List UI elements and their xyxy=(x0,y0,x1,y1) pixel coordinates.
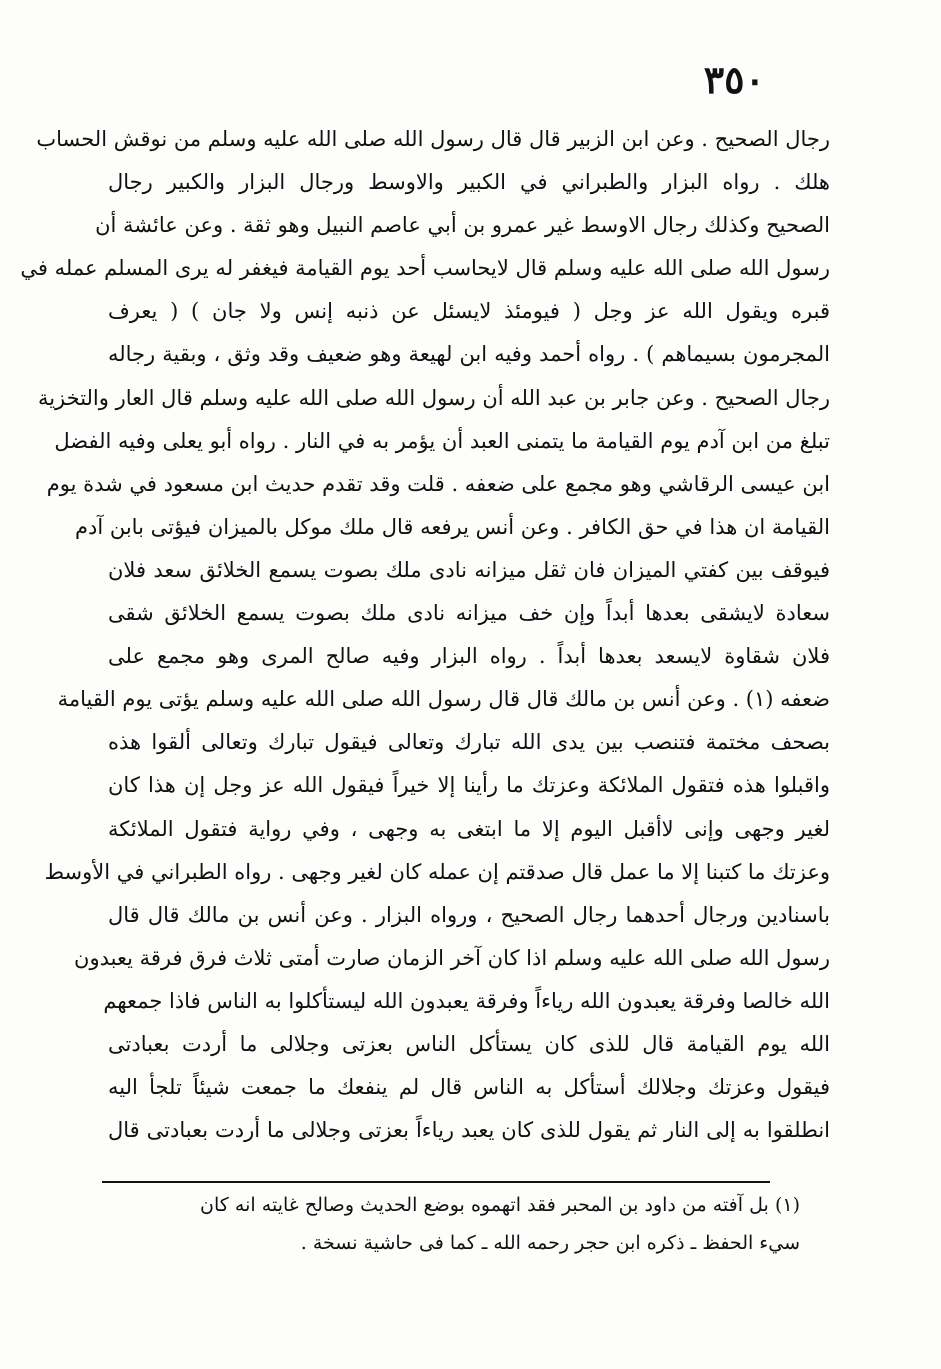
text-line: فيقول وعزتك وجلالك أستأكل به الناس قال لم ينفعك ما جمعت شيئاً تلجأ اليه xyxy=(108,1075,830,1100)
footnote-block xyxy=(200,1186,800,1262)
text-line: فيوقف بين كفتي الميزان فان ثقل ميزانه نادى ملك بصوت يسمع الخلائق سعد فلان xyxy=(108,557,830,582)
text-line: قبره ويقول الله عز وجل ( فيومئذ لايسئل عن ذنبه إنس ولا جان ) ( يعرف xyxy=(108,299,830,324)
text-line: لغير وجهى وإنى لاأقبل اليوم إلا ما ابتغى به وجهى ، وفي رواية فتقول الملائكة xyxy=(108,816,830,841)
text-line: فلان شقاوة لايسعد بعدها أبداً . رواه البزار وفيه صالح المرى وهو مجمع على xyxy=(108,644,830,669)
text-line: ضعفه (١) . وعن أنس بن مالك قال قال رسول الله صلى الله عليه وسلم يؤتى يوم القيامة xyxy=(57,687,830,712)
text-line: رسول الله صلى الله عليه وسلم اذا كان آخر الزمان صارت أمتى ثلاث فرق فرقة يعبدون xyxy=(74,945,830,970)
text-line: تبلغ من ابن آدم يوم القيامة ما يتمنى العبد أن يؤمر به في النار . رواه أبو يعلى وفيه الفضل xyxy=(54,428,830,453)
text-line: القيامة ان هذا في حق الكافر . وعن أنس يرفعه قال ملك موكل بالميزان فيؤتى بابن آدم xyxy=(74,514,830,539)
text-line: رسول الله صلى الله عليه وسلم قال لايحاسب أحد يوم القيامة فيغفر له يرى المسلم عمله في xyxy=(20,256,830,281)
text-line: الله يوم القيامة قال للذى كان يستأكل الناس بعزتى وجلالى ما أردت بعبادتى xyxy=(108,1031,830,1056)
footnote-divider xyxy=(102,1181,770,1183)
text-line: رجال الصحيح . وعن جابر بن عبد الله أن رسول الله صلى الله عليه وسلم قال العار والتخزية xyxy=(37,385,830,410)
footnote-line: (١) بل آفته من داود بن المحبر فقد اتهموه بوضع الحديث وصالح غايته انه كان xyxy=(200,1194,800,1216)
text-line: الصحيح وكذلك رجال الاوسط غير عمرو بن أبي عاصم النبيل وهو ثقة . وعن عائشة أن xyxy=(95,213,830,238)
text-line: المجرمون بسيماهم ) . رواه أحمد وفيه ابن لهيعة وهو ضعيف وقد وثق ، وبقية رجاله xyxy=(108,342,830,367)
text-line: ابن عيسى الرقاشي وهو مجمع على ضعفه . قلت وقد تقدم حديث ابن مسعود في شدة يوم xyxy=(46,471,830,496)
main-text-block xyxy=(20,118,830,1152)
text-line: الله خالصا وفرقة يعبدون الله رياءاً وفرقة يعبدون الله ليستأكلوا به الناس فاذا جمعهم xyxy=(103,988,830,1013)
text-line: انطلقوا به إلى النار ثم يقول للذى كان يعبد رياءاً بعزتى وجلالى ما أردت بعبادتى قال xyxy=(108,1118,830,1143)
footnote-line: سيء الحفظ ـ ذكره ابن حجر رحمه الله ـ كما فى حاشية نسخة . xyxy=(300,1232,800,1254)
text-line: هلك . رواه البزار والطبراني في الكبير والاوسط ورجال البزار والكبير رجال xyxy=(108,170,830,195)
text-line: واقبلوا هذه فتقول الملائكة وعزتك ما رأينا إلا خيراً فيقول الله عز وجل إن هذا كان xyxy=(108,773,830,798)
page-number: ٣٥٠ xyxy=(703,57,765,102)
text-line: رجال الصحيح . وعن ابن الزبير قال قال رسول الله صلى الله عليه وسلم من نوقش الحساب xyxy=(36,127,830,151)
text-line: باسنادين ورجال أحدهما رجال الصحيح ، ورواه البزار . وعن أنس بن مالك قال قال xyxy=(108,902,830,927)
text-line: سعادة لايشقى بعدها أبداً وإن خف ميزانه نادى ملك بصوت يسمع الخلائق شقى xyxy=(108,601,830,626)
text-line: وعزتك ما كتبنا إلا ما عمل قال صدقتم إن عمله كان لغير وجهى . رواه الطبراني في الأوسط xyxy=(44,859,830,884)
text-line: بصحف مختمة فتنصب بين يدى الله تبارك وتعالى فيقول تبارك وتعالى ألقوا هذه xyxy=(108,730,830,755)
